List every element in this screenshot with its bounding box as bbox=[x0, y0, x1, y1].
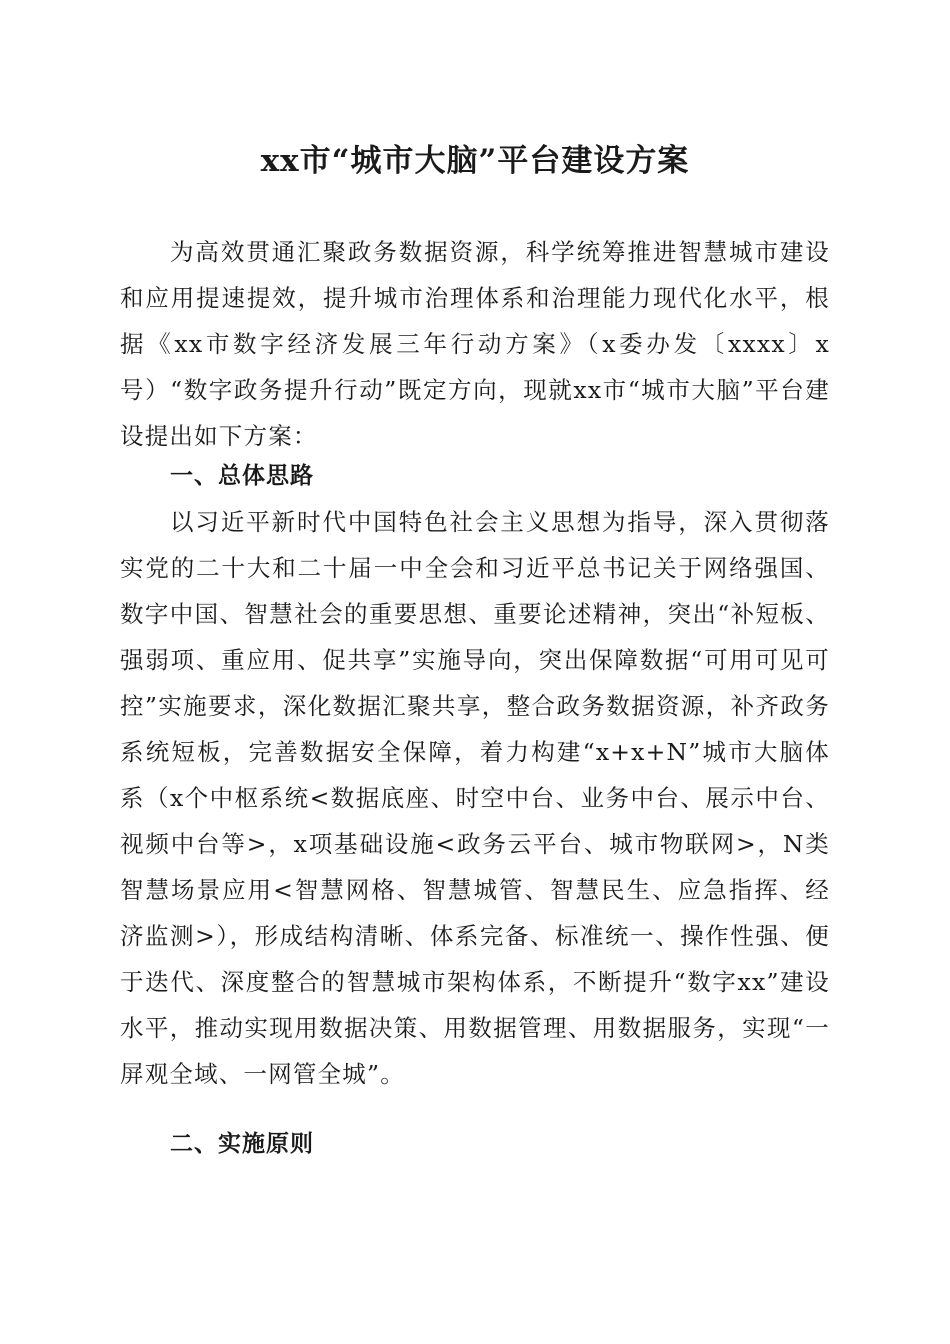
overall-approach-paragraph: 以习近平新时代中国特色社会主义思想为指导，深入贯彻落实党的二十大和二十届一中全会和习近平总书记关于网络强国、数字中国、智慧社会的重要思想、重要论述精神，突出“补短板、强弱项、重应用、促共享”实施导向，突出保障数据“可用可见可控”实施要求，深化数据汇聚共享，整合政务数据资源，补齐政务系统短板，完善数据安全保障，着力构建“x+x+N”城市大脑体系（x个中枢系统<数据底座、时空中台、业务中台、展示中台、视频中台等>，x项基础设施<政务云平台、城市物联网>，N类智慧场景应用<智慧网格、智慧城管、智慧民生、应急指挥、经济监测>），形成结构清晰、体系完备、标准统一、操作性强、便于迭代、深度整合的智慧城市架构体系，不断提升“数字xx”建设水平，推动实现用数据决策、用数据管理、用数据服务，实现“一屏观全域、一网管全城”。 bbox=[120, 508, 830, 1088]
section-heading-overall-approach: 一、总体思路 bbox=[170, 463, 314, 489]
document-title: xx市“城市大脑”平台建设方案 bbox=[260, 143, 690, 179]
section-heading-implementation-principles: 二、实施原则 bbox=[170, 1131, 314, 1157]
intro-paragraph: 为高效贯通汇聚政务数据资源，科学统筹推进智慧城市建设和应用提速提效，提升城市治理体系和治理能力现代化水平，根据《xx市数字经济发展三年行动方案》（x委办发〔xxxx〕x号）“数字政务提升行动”既定方向，现就xx市“城市大脑”平台建设提出如下方案： bbox=[120, 238, 830, 450]
